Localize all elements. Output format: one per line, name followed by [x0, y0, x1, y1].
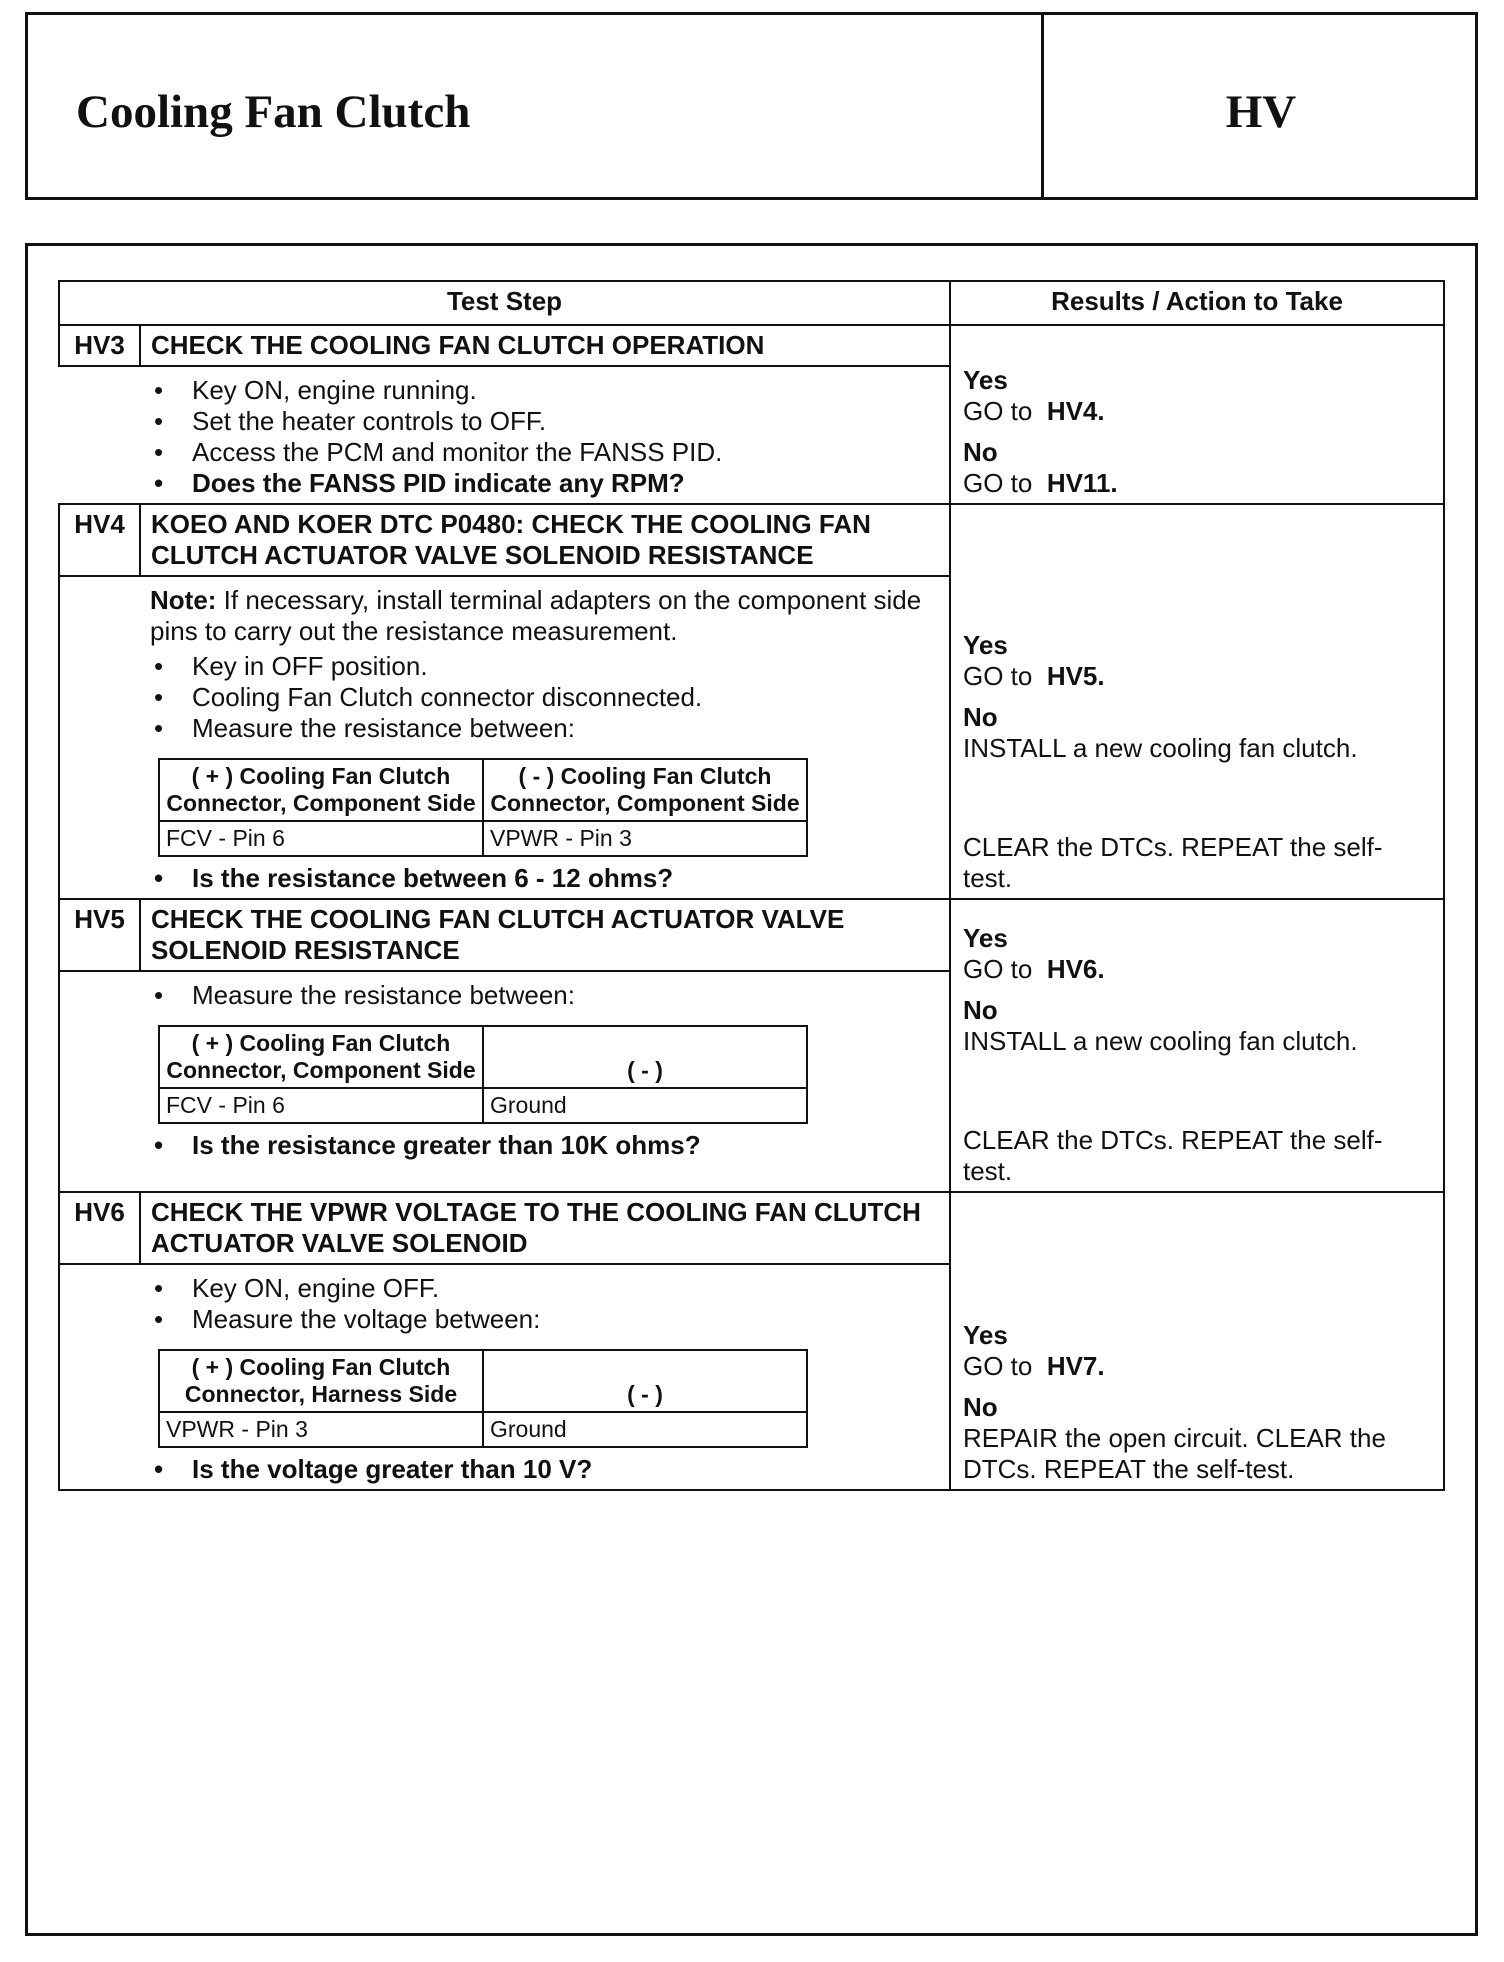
step-question: • Does the FANSS PID indicate any RPM? [150, 468, 939, 499]
step-question: • Is the resistance between 6 - 12 ohms? [150, 863, 939, 894]
measure-neg-header: ( - ) Cooling Fan Clutch Connector, Component Side [483, 759, 807, 821]
no-label: No [963, 702, 998, 732]
measure-neg-value: VPWR - Pin 3 [483, 821, 807, 856]
step-body [140, 1264, 950, 1490]
yes-action: GO to HV4. [963, 396, 1105, 426]
step-bullets [150, 375, 939, 499]
step-title: CHECK THE COOLING FAN CLUTCH OPERATION [140, 325, 950, 366]
step-hv3-results [950, 325, 1444, 504]
step-title: KOEO AND KOER DTC P0480: CHECK THE COOLING FAN CLUTCH ACTUATOR VALVE SOLENOID RESISTANCE [140, 504, 950, 576]
measure-neg-header: ( - ) [483, 1026, 807, 1088]
measure-neg-value: Ground [483, 1088, 807, 1123]
yes-action: GO to HV7. [963, 1351, 1105, 1381]
no-action: GO to HV11. [963, 468, 1118, 498]
step-question-list [150, 1130, 939, 1161]
step-question: • Is the voltage greater than 10 V? [150, 1454, 939, 1485]
measurement-table [158, 1349, 808, 1448]
step-title: CHECK THE VPWR VOLTAGE TO THE COOLING FAN CLUTCH ACTUATOR VALVE SOLENOID [140, 1192, 950, 1264]
step-id: HV3 [59, 325, 140, 366]
step-hv3-title-row [59, 325, 1444, 366]
list-item: • Set the heater controls to OFF. [150, 406, 939, 437]
step-hv5-results [950, 899, 1444, 1192]
list-item: • Cooling Fan Clutch connector disconnected. [150, 682, 939, 713]
no-action: INSTALL a new cooling fan clutch. [963, 1026, 1358, 1056]
step-bullets [150, 651, 939, 744]
yes-label: Yes [963, 923, 1008, 953]
yes-label: Yes [963, 630, 1008, 660]
step-id: HV4 [59, 504, 140, 576]
clear-action: CLEAR the DTCs. REPEAT the self-test. [963, 832, 1383, 893]
no-action: REPAIR the open circuit. CLEAR the DTCs. REPEAT the self-test. [963, 1423, 1386, 1484]
table-header-row [59, 281, 1444, 325]
list-item: • Key ON, engine running. [150, 375, 939, 406]
step-question-list [150, 863, 939, 894]
list-item: • Measure the resistance between: [150, 713, 939, 744]
measure-pos-header: ( + ) Cooling Fan Clutch Connector, Component Side [159, 1026, 483, 1088]
step-body [140, 366, 950, 504]
no-label: No [963, 437, 998, 467]
step-bullets [150, 980, 939, 1011]
step-question: • Is the resistance greater than 10K ohms? [150, 1130, 939, 1161]
step-hv6-results [950, 1192, 1444, 1490]
list-item: • Key ON, engine OFF. [150, 1273, 939, 1304]
step-id: HV5 [59, 899, 140, 971]
list-item: • Access the PCM and monitor the FANSS PID. [150, 437, 939, 468]
measure-pos-value: FCV - Pin 6 [159, 1088, 483, 1123]
measure-pos-value: FCV - Pin 6 [159, 821, 483, 856]
step-hv4-title-row [59, 504, 1444, 576]
measure-pos-header: ( + ) Cooling Fan Clutch Connector, Harness Side [159, 1350, 483, 1412]
section-code: HV [1225, 86, 1297, 138]
no-label: No [963, 995, 998, 1025]
step-hv4-results [950, 504, 1444, 899]
measure-pos-header: ( + ) Cooling Fan Clutch Connector, Component Side [159, 759, 483, 821]
step-id: HV6 [59, 1192, 140, 1264]
no-action: INSTALL a new cooling fan clutch. [963, 733, 1358, 763]
step-title: CHECK THE COOLING FAN CLUTCH ACTUATOR VALVE SOLENOID RESISTANCE [140, 899, 950, 971]
step-hv6-title-row [59, 1192, 1444, 1264]
measurement-table [158, 758, 808, 857]
clear-action: CLEAR the DTCs. REPEAT the self-test. [963, 1125, 1383, 1186]
col-results: Results / Action to Take [950, 281, 1444, 325]
measure-neg-header: ( - ) [483, 1350, 807, 1412]
measure-pos-value: VPWR - Pin 3 [159, 1412, 483, 1447]
yes-label: Yes [963, 365, 1008, 395]
yes-label: Yes [963, 1320, 1008, 1350]
page-title: Cooling Fan Clutch [76, 86, 471, 138]
step-body [140, 971, 950, 1192]
step-hv5-title-row [59, 899, 1444, 971]
measurement-table [158, 1025, 808, 1124]
step-body [140, 576, 950, 899]
page-header [25, 12, 1478, 200]
measure-neg-value: Ground [483, 1412, 807, 1447]
no-label: No [963, 1392, 998, 1422]
col-test-step: Test Step [59, 281, 950, 325]
test-step-table [58, 280, 1445, 1491]
step-bullets [150, 1273, 939, 1335]
yes-action: GO to HV5. [963, 661, 1105, 691]
yes-action: GO to HV6. [963, 954, 1105, 984]
list-item: • Measure the voltage between: [150, 1304, 939, 1335]
step-question-list [150, 1454, 939, 1485]
list-item: • Measure the resistance between: [150, 980, 939, 1011]
step-note: Note: If necessary, install terminal adapters on the component side pins to carry out the resistance measurement. [150, 585, 922, 646]
list-item: • Key in OFF position. [150, 651, 939, 682]
